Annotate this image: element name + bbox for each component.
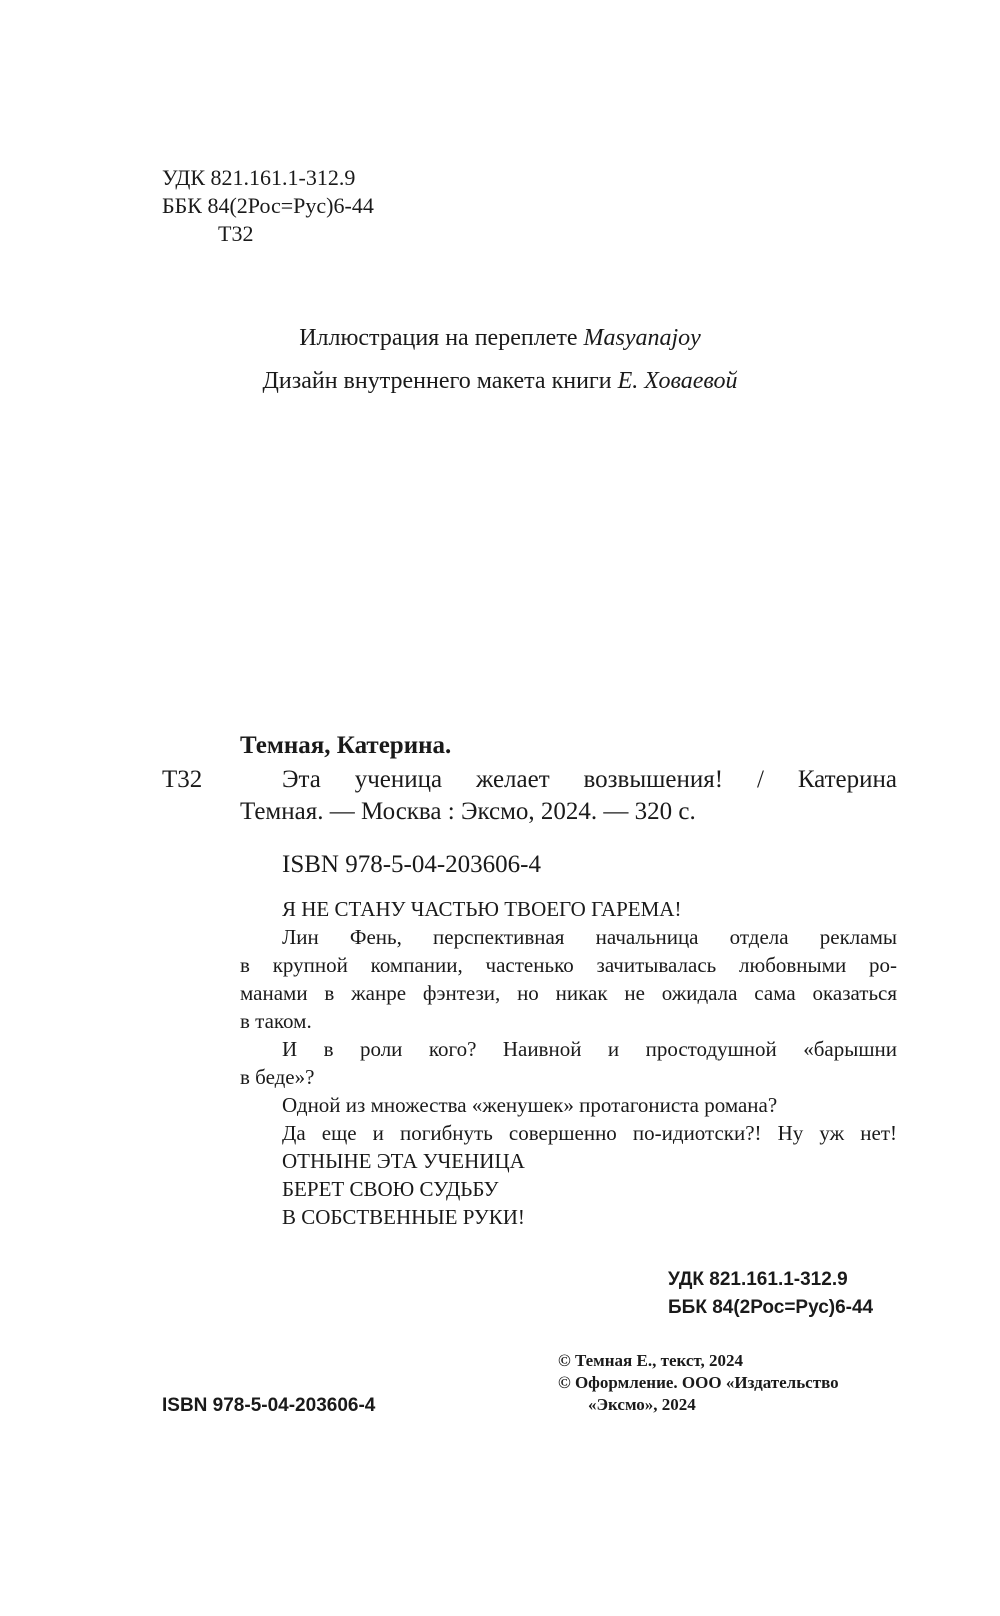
catalog-author: Темная, Катерина. xyxy=(240,732,452,759)
copyright-text: © Темная Е., текст, 2024 xyxy=(558,1351,743,1370)
catalog-title-line-2: Темная. — Москва : Эксмо, 2024. — 320 с. xyxy=(240,798,696,825)
copyright-design: © Оформление. ООО «Издательство xyxy=(558,1373,839,1392)
annotation-line: ОТНЫНЕ ЭТА УЧЕНИЦА xyxy=(282,1149,525,1173)
catalog-isbn: ISBN 978-5-04-203606-4 xyxy=(282,851,542,878)
annotation-line: БЕРЕТ СВОЮ СУДЬБУ xyxy=(282,1177,499,1201)
top-classification-codes xyxy=(162,164,374,248)
annotation-line: И в роли кого? Наивной и простодушной «барышни xyxy=(282,1037,897,1061)
annotation-line: в крупной компании, частенько зачитывалась любовными ро- xyxy=(240,953,897,977)
annotation-line: Одной из множества «женушек» протагониста романа? xyxy=(282,1093,778,1117)
illustration-credit xyxy=(0,325,1000,352)
annotation-line: в таком. xyxy=(240,1009,312,1033)
isbn-bottom: ISBN 978-5-04-203606-4 xyxy=(162,1395,376,1416)
catalog-author-mark: Т32 xyxy=(162,766,203,793)
annotation-line: В СОБСТВЕННЫЕ РУКИ! xyxy=(282,1205,525,1229)
annotation-line: Да еще и погибнуть совершенно по-идиотски?! Ну уж нет! xyxy=(282,1121,897,1145)
top-udk: УДК 821.161.1-312.9 xyxy=(162,165,356,190)
designer-name: Е. Ховаевой xyxy=(617,368,738,394)
design-credit-text: Дизайн внутреннего макета книги xyxy=(262,368,612,394)
annotation-line: Лин Фень, перспективная начальница отдела рекламы xyxy=(282,925,897,949)
top-author-mark: Т32 xyxy=(218,221,254,246)
bottom-udk: УДК 821.161.1-312.9 xyxy=(668,1269,848,1290)
copyright-block xyxy=(558,1350,839,1416)
annotation-line: в беде»? xyxy=(240,1065,315,1089)
catalog-title-line-1: Эта ученица желает возвышения! / Катерина xyxy=(282,766,897,793)
bottom-bbk: ББК 84(2Рос=Рус)6-44 xyxy=(668,1297,874,1318)
copyright-design-cont: «Эксмо», 2024 xyxy=(588,1395,696,1414)
design-credit xyxy=(0,368,1000,395)
annotation-line: Я НЕ СТАНУ ЧАСТЬЮ ТВОЕГО ГАРЕМА! xyxy=(282,897,682,921)
illustration-credit-text: Иллюстрация на переплете xyxy=(299,325,578,351)
illustrator-name: Masyanajoy xyxy=(583,325,701,351)
top-bbk: ББК 84(2Рос=Рус)6-44 xyxy=(162,193,374,218)
bottom-classification-codes xyxy=(668,1266,873,1322)
annotation-line: манами в жанре фэнтези, но никак не ожидала сама оказаться xyxy=(240,981,897,1005)
